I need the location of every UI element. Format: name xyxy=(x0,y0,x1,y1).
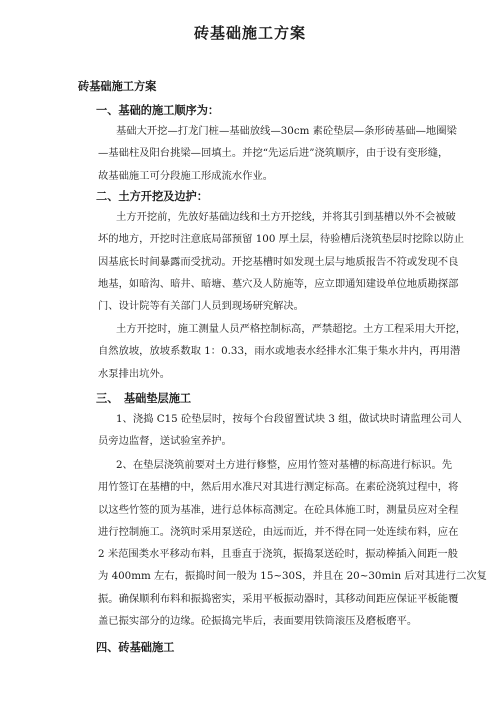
text-line: 振。确保顺利布料和振捣密实，采用平板振动器时，其移动间距应保证平板能覆 xyxy=(98,592,459,605)
text-line: 1、浇捣 C15 砼垫层时，按每个台段留置试块 3 组，做试块时请监理公司人 xyxy=(116,413,462,425)
text-line: 门、设计院等有关部门人员到现场研究解决。 xyxy=(98,300,304,313)
text-line: 2 米范围类水平移动布料，且垂直于浇筑，振捣泵送砼时，振动棒插入间距一般 xyxy=(98,548,458,561)
section-heading-4: 四、砖基础施工 xyxy=(96,641,175,654)
text-line: 进行控制施工。浇筑时采用泵送砼，由远而近，并不得在同一处连续布料，应在 xyxy=(98,525,459,538)
section-heading-2: 二、土方开挖及边护： xyxy=(96,190,208,203)
text-line: 盖已振实部分的边缘。砼振捣完毕后，表面要用铁筒滚压及磨板磨平。 xyxy=(98,615,418,628)
section-heading-1: 一、基础的施工顺序为： xyxy=(96,104,220,117)
text-line: 土方开挖前，先放好基础边线和土方开挖线，并将其引到基槽以外不会被破 xyxy=(116,211,456,223)
section-heading-3: 三、 基础垫层施工 xyxy=(96,392,192,405)
section-2-paragraph-2 xyxy=(78,318,467,385)
text-line: 因基底长时间暴露而受扰动。开挖基槽时如发现土层与地质报告不符或发现不良 xyxy=(98,255,459,268)
text-line: 为 400mm 左右，振捣时间一般为 15~30S，并且在 20~30min 后对其进行二次复 xyxy=(98,570,487,583)
document-title: 砖基础施工方案 xyxy=(193,24,306,42)
text-line: 自然放坡，放坡系数取 1：0.33，雨水或地表水经排水汇集于集水井内，再用潜 xyxy=(98,345,461,358)
section-3-paragraph-2 xyxy=(78,454,487,632)
text-line: —基础柱及阳台挑梁—回填土。并挖“先运后进”浇筑顺序，由于设有变形缝， xyxy=(98,147,449,160)
text-line: 以这些竹签的顶为基准，进行总体标高测定。在砼具体施工时，测量员应对全程 xyxy=(98,503,459,516)
text-line: 基础大开挖—打龙门桩—基础放线—30cm 素砼垫层—条形砖基础—地圈梁 xyxy=(116,125,457,137)
text-line: 故基础施工可分段施工形成流水作业。 xyxy=(98,169,274,182)
section-2-paragraph-1 xyxy=(78,206,464,317)
section-1-paragraph-1 xyxy=(78,120,457,187)
document-label: 砖基础施工方案 xyxy=(78,80,157,93)
text-line: 土方开挖时，施工测量人员严格控制标高，严禁超挖。土方工程采用大开挖， xyxy=(116,323,467,335)
text-line: 水泵排出坑外。 xyxy=(98,367,171,380)
text-line: 坏的地方，开挖时注意底局部预留 100 厚土层，待验槽后浇筑垫层时挖除以防止 xyxy=(98,233,464,246)
text-line: 员旁边监督，送试验室养护。 xyxy=(98,435,232,448)
text-line: 地基，如暗沟、暗井、暗塘、墓穴及人防施等，应立即通知建设单位地质勘探部 xyxy=(98,277,459,290)
section-3-paragraph-1 xyxy=(78,408,462,453)
text-line: 2、在垫层浇筑前要对土方进行修整，应用竹签对基槽的标高进行标识。先 xyxy=(116,459,453,471)
text-line: 用竹签订在基槽的中，然后用水准尺对其进行测定标高。在素砼浇筑过程中，将 xyxy=(98,481,459,494)
